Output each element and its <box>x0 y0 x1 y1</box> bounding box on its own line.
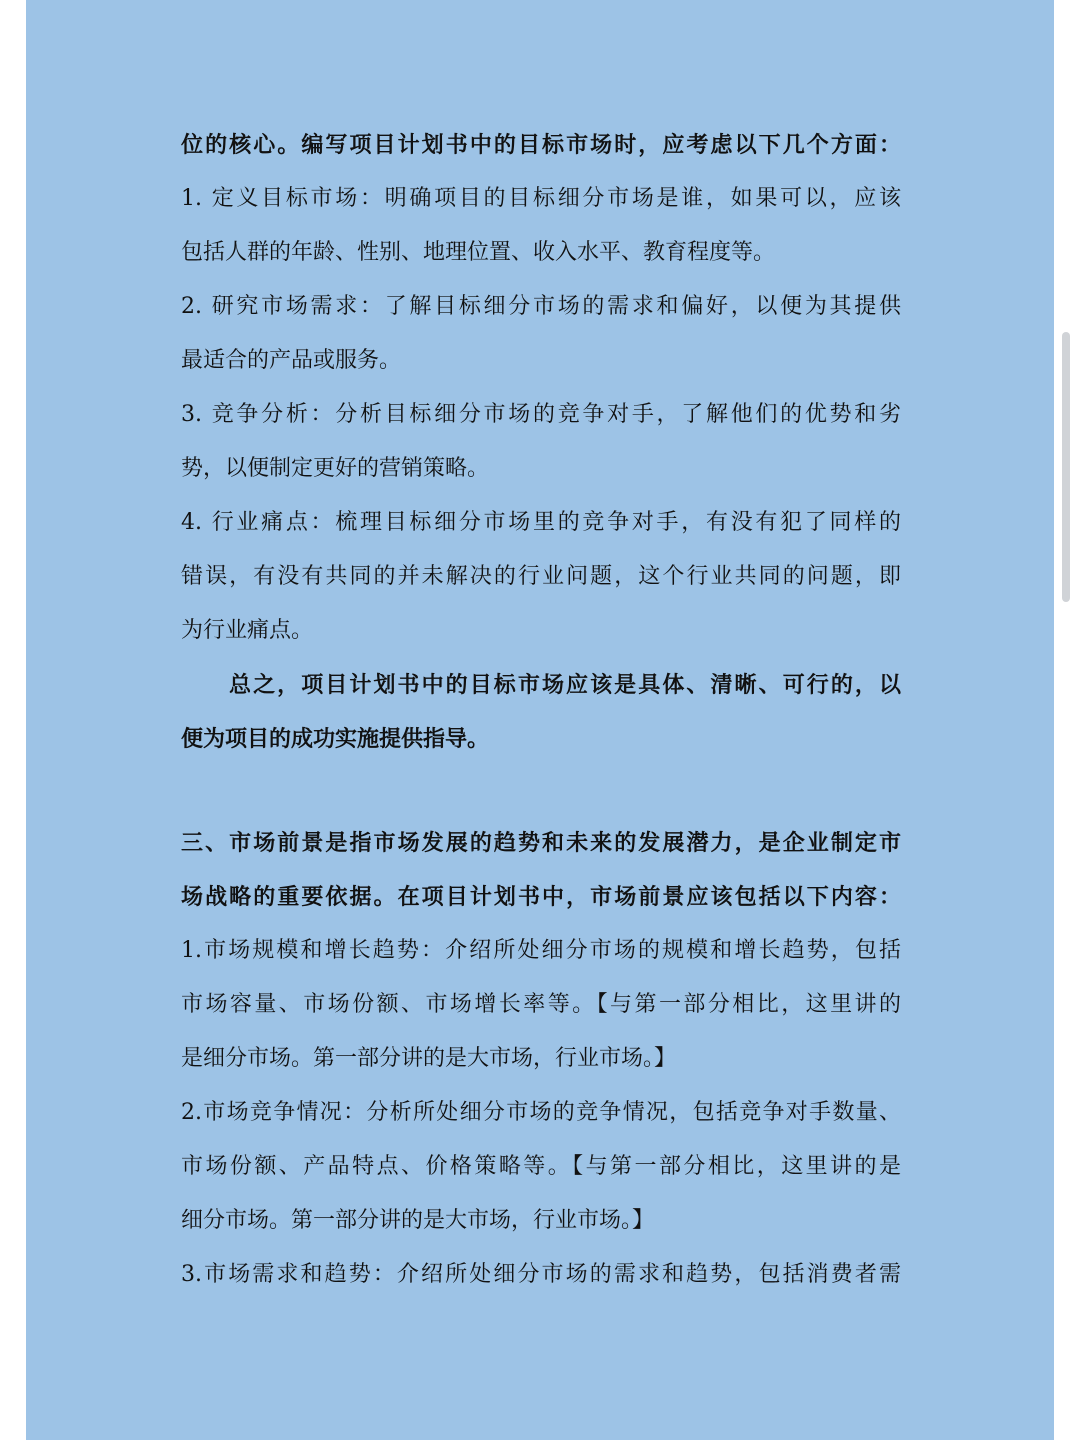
list-item-3-line-2: 势，以便制定更好的营销策略。 <box>181 456 490 481</box>
list-item-4-line-1: 4. 行业痛点：梳理目标细分市场里的竞争对手，有没有犯了同样的 <box>181 510 901 535</box>
summary-line-1: 总之，项目计划书中的目标市场应该是具体、清晰、可行的，以 <box>229 672 901 698</box>
summary-line-2: 便为项目的成功实施提供指导。 <box>181 726 490 752</box>
market-item-1-line-1: 1.市场规模和增长趋势：介绍所处细分市场的规模和增长趋势，包括 <box>181 938 901 963</box>
market-item-3-line-1: 3.市场需求和趋势：介绍所处细分市场的需求和趋势，包括消费者需 <box>181 1262 901 1287</box>
section2-intro: 位的核心。编写项目计划书中的目标市场时，应考虑以下几个方面： <box>181 132 901 158</box>
market-item-1-line-2: 市场容量、市场份额、市场增长率等。【与第一部分相比，这里讲的 <box>181 992 901 1017</box>
section3-heading-line-2: 场战略的重要依据。在项目计划书中，市场前景应该包括以下内容： <box>181 884 901 910</box>
list-item-1-line-1: 1. 定义目标市场：明确项目的目标细分市场是谁，如果可以，应该 <box>181 186 901 211</box>
market-item-1-line-3: 是细分市场。第一部分讲的是大市场，行业市场。】 <box>181 1046 677 1071</box>
market-item-2-line-3: 细分市场。第一部分讲的是大市场，行业市场。】 <box>181 1208 655 1233</box>
list-item-4-line-3: 为行业痛点。 <box>181 618 314 643</box>
section3-heading-line-1: 三、市场前景是指市场发展的趋势和未来的发展潜力，是企业制定市 <box>181 830 901 856</box>
document-body <box>181 118 901 1302</box>
market-item-2-line-1: 2.市场竞争情况：分析所处细分市场的竞争情况，包括竞争对手数量、 <box>181 1100 901 1125</box>
list-item-2-line-2: 最适合的产品或服务。 <box>181 348 402 373</box>
list-item-2-line-1: 2. 研究市场需求：了解目标细分市场的需求和偏好，以便为其提供 <box>181 294 901 319</box>
market-item-2-line-2: 市场份额、产品特点、价格策略等。【与第一部分相比，这里讲的是 <box>181 1154 901 1179</box>
scrollbar[interactable] <box>1062 332 1070 602</box>
paragraph-gap <box>181 766 901 816</box>
list-item-1-line-2: 包括人群的年龄、性别、地理位置、收入水平、教育程度等。 <box>181 240 776 265</box>
watermark-icon <box>1056 1410 1080 1436</box>
list-item-3-line-1: 3. 竞争分析：分析目标细分市场的竞争对手，了解他们的优势和劣 <box>181 402 901 427</box>
list-item-4-line-2: 错误，有没有共同的并未解决的行业问题，这个行业共同的问题，即 <box>181 564 901 589</box>
